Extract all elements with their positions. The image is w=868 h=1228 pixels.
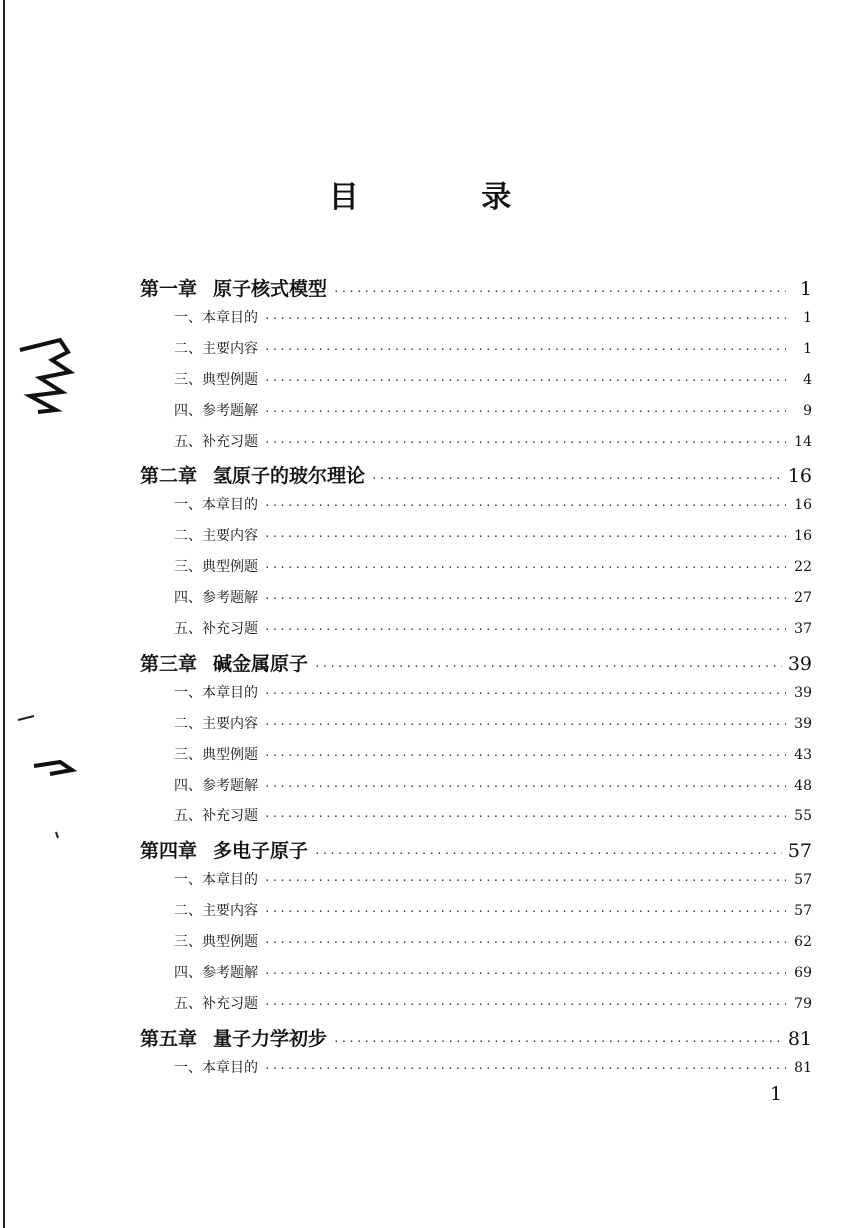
- toc-section-entry[interactable]: [140, 900, 812, 931]
- dot-leader: [264, 687, 786, 700]
- section-page-number: 16: [794, 528, 812, 545]
- section-page-number: 16: [794, 497, 812, 514]
- chapter-number: 第二章: [140, 465, 198, 488]
- toc-section-entry[interactable]: [140, 775, 812, 806]
- toc-section-entry[interactable]: [140, 713, 812, 744]
- section-title: 五、补充习题: [174, 621, 258, 638]
- section-page-number: 57: [794, 872, 812, 889]
- dot-leader: [264, 592, 786, 605]
- chapter-page-number: 81: [787, 1027, 812, 1050]
- toc-section-entry[interactable]: [140, 431, 812, 462]
- section-title: 一、本章目的: [174, 684, 258, 701]
- section-page-number: 55: [794, 808, 812, 825]
- section-title: 四、参考题解: [174, 590, 258, 607]
- section-page-number: 4: [803, 371, 812, 388]
- section-page-number: 14: [794, 433, 812, 450]
- section-title: 三、典型例题: [174, 934, 258, 951]
- table-of-contents: [140, 274, 812, 1088]
- section-title: 一、本章目的: [174, 497, 258, 514]
- section-title: 三、典型例题: [174, 371, 258, 388]
- section-page-number: 22: [794, 559, 812, 576]
- toc-section-entry[interactable]: [140, 494, 812, 525]
- toc-section-entry[interactable]: [140, 618, 812, 649]
- section-page-number: 27: [794, 590, 812, 607]
- dot-leader: [264, 312, 786, 325]
- toc-chapter-entry[interactable]: [140, 461, 812, 494]
- toc-section-entry[interactable]: [140, 307, 812, 338]
- dot-leader: [264, 905, 786, 918]
- toc-chapter-entry[interactable]: [140, 649, 812, 682]
- chapter-page-number: 57: [787, 840, 812, 863]
- dot-leader: [333, 285, 786, 298]
- dot-leader: [264, 561, 786, 574]
- toc-title: 目 录: [328, 180, 568, 215]
- section-page-number: 1: [803, 310, 812, 326]
- section-page-number: 79: [794, 995, 812, 1012]
- section-page-number: 57: [794, 903, 812, 920]
- chapter-number: 第五章: [140, 1027, 198, 1050]
- dot-leader: [264, 780, 786, 793]
- section-page-number: 48: [794, 777, 812, 794]
- dot-leader: [264, 1062, 786, 1075]
- section-title: 五、补充习题: [174, 433, 258, 450]
- section-page-number: 39: [794, 715, 812, 732]
- dot-leader: [264, 499, 786, 512]
- toc-section-entry[interactable]: [140, 587, 812, 618]
- section-page-number: 69: [794, 965, 812, 982]
- chapter-title: 碱金属原子: [213, 652, 309, 675]
- dot-leader: [333, 1035, 782, 1048]
- chapter-number: 第一章: [140, 278, 198, 300]
- toc-section-entry[interactable]: [140, 962, 812, 993]
- section-page-number: 37: [794, 621, 812, 638]
- section-title: 四、参考题解: [174, 965, 258, 982]
- section-title: 一、本章目的: [174, 310, 258, 326]
- toc-section-entry[interactable]: [140, 931, 812, 962]
- chapter-title: 氢原子的玻尔理论: [213, 465, 366, 488]
- dot-leader: [264, 967, 786, 980]
- toc-section-entry[interactable]: [140, 338, 812, 369]
- dot-leader: [264, 530, 786, 543]
- chapter-page-number: 1: [799, 278, 812, 300]
- section-title: 四、参考题解: [174, 402, 258, 419]
- dot-leader: [264, 374, 786, 387]
- toc-section-entry[interactable]: [140, 1057, 812, 1088]
- section-title: 三、典型例题: [174, 559, 258, 576]
- dot-leader: [314, 847, 782, 860]
- toc-section-entry[interactable]: [140, 369, 812, 400]
- chapter-title: 原子核式模型: [213, 278, 328, 300]
- toc-section-entry[interactable]: [140, 400, 812, 431]
- toc-chapter-entry[interactable]: [140, 836, 812, 869]
- dot-leader: [264, 436, 786, 449]
- section-title: 二、主要内容: [174, 340, 258, 357]
- dot-leader: [264, 749, 786, 762]
- chapter-title: 量子力学初步: [213, 1027, 328, 1050]
- section-page-number: 81: [794, 1059, 812, 1076]
- section-page-number: 9: [803, 402, 812, 419]
- chapter-page-number: 16: [787, 465, 812, 488]
- toc-section-entry[interactable]: [140, 805, 812, 836]
- dot-leader: [264, 718, 786, 731]
- dot-leader: [264, 405, 786, 418]
- section-title: 三、典型例题: [174, 746, 258, 763]
- dot-leader: [264, 998, 786, 1011]
- dot-leader: [264, 810, 786, 823]
- section-title: 五、补充习题: [174, 995, 258, 1012]
- dot-leader: [371, 472, 782, 485]
- toc-section-entry[interactable]: [140, 556, 812, 587]
- dot-leader: [264, 623, 786, 636]
- toc-chapter-entry[interactable]: [140, 274, 812, 307]
- chapter-page-number: 39: [787, 652, 812, 675]
- page-number: 1: [770, 1083, 783, 1105]
- chapter-number: 第四章: [140, 840, 198, 863]
- chapter-title: 多电子原子: [213, 840, 309, 863]
- section-title: 二、主要内容: [174, 715, 258, 732]
- dot-leader: [314, 660, 782, 673]
- toc-section-entry[interactable]: [140, 682, 812, 713]
- toc-section-entry[interactable]: [140, 744, 812, 775]
- dot-leader: [264, 936, 786, 949]
- toc-section-entry[interactable]: [140, 993, 812, 1024]
- section-title: 一、本章目的: [174, 872, 258, 889]
- toc-section-entry[interactable]: [140, 525, 812, 556]
- section-page-number: 39: [794, 684, 812, 701]
- section-title: 二、主要内容: [174, 903, 258, 920]
- dot-leader: [264, 343, 786, 356]
- chapter-number: 第三章: [140, 652, 198, 675]
- toc-section-entry[interactable]: [140, 869, 812, 900]
- toc-chapter-entry[interactable]: [140, 1024, 812, 1057]
- section-page-number: 1: [803, 340, 812, 357]
- scan-artifact-marks: [0, 0, 90, 860]
- section-page-number: 43: [794, 746, 812, 763]
- section-title: 一、本章目的: [174, 1059, 258, 1076]
- section-title: 四、参考题解: [174, 777, 258, 794]
- section-title: 五、补充习题: [174, 808, 258, 825]
- section-title: 二、主要内容: [174, 528, 258, 545]
- dot-leader: [264, 874, 786, 887]
- section-page-number: 62: [794, 934, 812, 951]
